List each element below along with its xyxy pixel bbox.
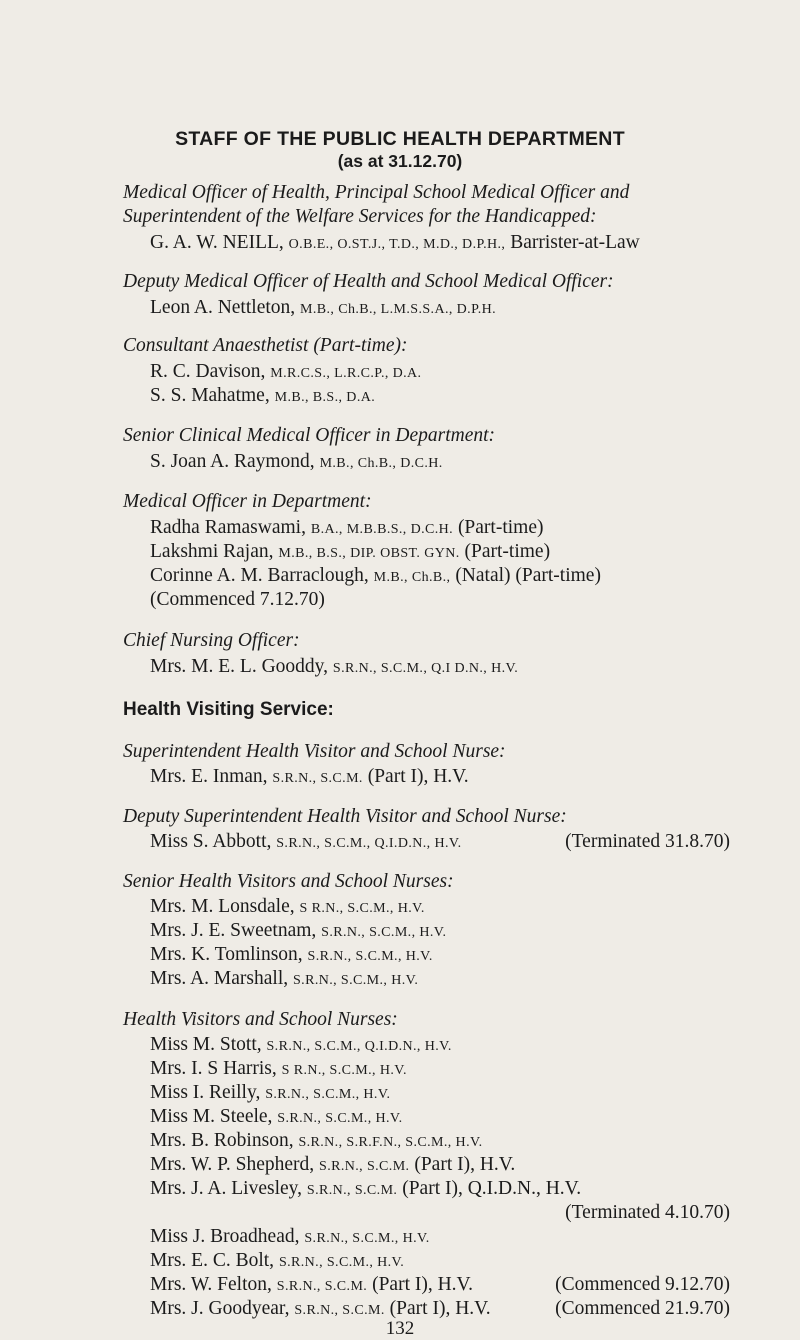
staff-entry: Miss S. Abbott, S.R.N., S.C.M., Q.I.D.N., H.V. (150, 831, 462, 852)
staff-entry: Mrs. J. A. Livesley, S.R.N., S.C.M. (Part I), Q.I.D.N., H.V. (150, 1178, 582, 1199)
staff-entry: Mrs. J. E. Sweetnam, S.R.N., S.C.M., H.V. (150, 920, 447, 941)
staff-entry: S. Joan A. Raymond, M.B., Ch.B., D.C.H. (150, 451, 443, 472)
staff-entry: Leon A. Nettleton, M.B., Ch.B., L.M.S.S.A., D.P.H. (150, 297, 497, 318)
role-title: Superintendent Health Visitor and School Nurse: (123, 741, 506, 762)
role-title: Consultant Anaesthetist (Part-time): (123, 335, 408, 356)
role-title: Chief Nursing Officer: (123, 630, 300, 651)
status-note: (Terminated 31.8.70) (565, 831, 730, 852)
status-note: (Commenced 21.9.70) (555, 1298, 730, 1319)
role-title: Superintendent of the Welfare Services for the Handicapped: (123, 206, 597, 227)
staff-entry: Mrs. A. Marshall, S.R.N., S.C.M., H.V. (150, 968, 419, 989)
page-number: 132 (385, 1318, 415, 1339)
staff-entry: Mrs. W. Felton, S.R.N., S.C.M. (Part I), H.V. (150, 1274, 473, 1295)
staff-entry: R. C. Davison, M.R.C.S., L.R.C.P., D.A. (150, 361, 422, 382)
staff-entry: Lakshmi Rajan, M.B., B.S., DIP. OBST. GYN. (Part-time) (150, 541, 551, 562)
page-subtitle: (as at 31.12.70) (337, 151, 463, 171)
staff-entry: Miss I. Reilly, S.R.N., S.C.M., H.V. (150, 1082, 391, 1103)
status-note: (Terminated 4.10.70) (565, 1202, 730, 1223)
staff-entry: Mrs. E. Inman, S.R.N., S.C.M. (Part I), H.V. (150, 766, 469, 787)
staff-entry: Mrs. M. E. L. Gooddy, S.R.N., S.C.M., Q.I D.N., H.V. (150, 656, 519, 677)
staff-entry: Mrs. W. P. Shepherd, S.R.N., S.C.M. (Part I), H.V. (150, 1154, 516, 1175)
role-title: Senior Clinical Medical Officer in Department: (123, 425, 496, 446)
page-title: STAFF OF THE PUBLIC HEALTH DEPARTMENT (175, 128, 625, 150)
staff-entry: Miss M. Stott, S.R.N., S.C.M., Q.I.D.N., H.V. (150, 1034, 452, 1055)
staff-entry: Mrs. B. Robinson, S.R.N., S.R.F.N., S.C.M., H.V. (150, 1130, 483, 1151)
staff-entry: Miss M. Steele, S.R.N., S.C.M., H.V. (150, 1106, 403, 1127)
status-note: (Commenced 9.12.70) (555, 1274, 730, 1295)
staff-entry: G. A. W. NEILL, O.B.E., O.ST.J., T.D., M.D., D.P.H., Barrister-at-Law (150, 232, 640, 253)
staff-entry: (Commenced 7.12.70) (150, 589, 325, 610)
staff-entry: Radha Ramaswami, B.A., M.B.B.S., D.C.H. (Part-time) (150, 517, 544, 538)
staff-entry: Miss J. Broadhead, S.R.N., S.C.M., H.V. (150, 1226, 430, 1247)
staff-entry: S. S. Mahatme, M.B., B.S., D.A. (150, 385, 376, 406)
role-title: Deputy Medical Officer of Health and School Medical Officer: (123, 271, 614, 292)
role-title: Medical Officer of Health, Principal School Medical Officer and (123, 182, 630, 203)
staff-entry: Mrs. K. Tomlinson, S.R.N., S.C.M., H.V. (150, 944, 433, 965)
role-title: Senior Health Visitors and School Nurses: (123, 871, 454, 892)
staff-entry: Corinne A. M. Barraclough, M.B., Ch.B., (Natal) (Part-time) (150, 565, 601, 586)
staff-entry: Mrs. J. Goodyear, S.R.N., S.C.M. (Part I), H.V. (150, 1298, 491, 1319)
role-title: Deputy Superintendent Health Visitor and School Nurse: (123, 806, 567, 827)
role-title: Medical Officer in Department: (123, 491, 372, 512)
section-heading: Health Visiting Service: (123, 699, 334, 720)
staff-entry: Mrs. E. C. Bolt, S.R.N., S.C.M., H.V. (150, 1250, 405, 1271)
staff-entry: Mrs. M. Lonsdale, S R.N., S.C.M., H.V. (150, 896, 425, 917)
staff-entry: Mrs. I. S Harris, S R.N., S.C.M., H.V. (150, 1058, 407, 1079)
role-title: Health Visitors and School Nurses: (123, 1009, 398, 1030)
